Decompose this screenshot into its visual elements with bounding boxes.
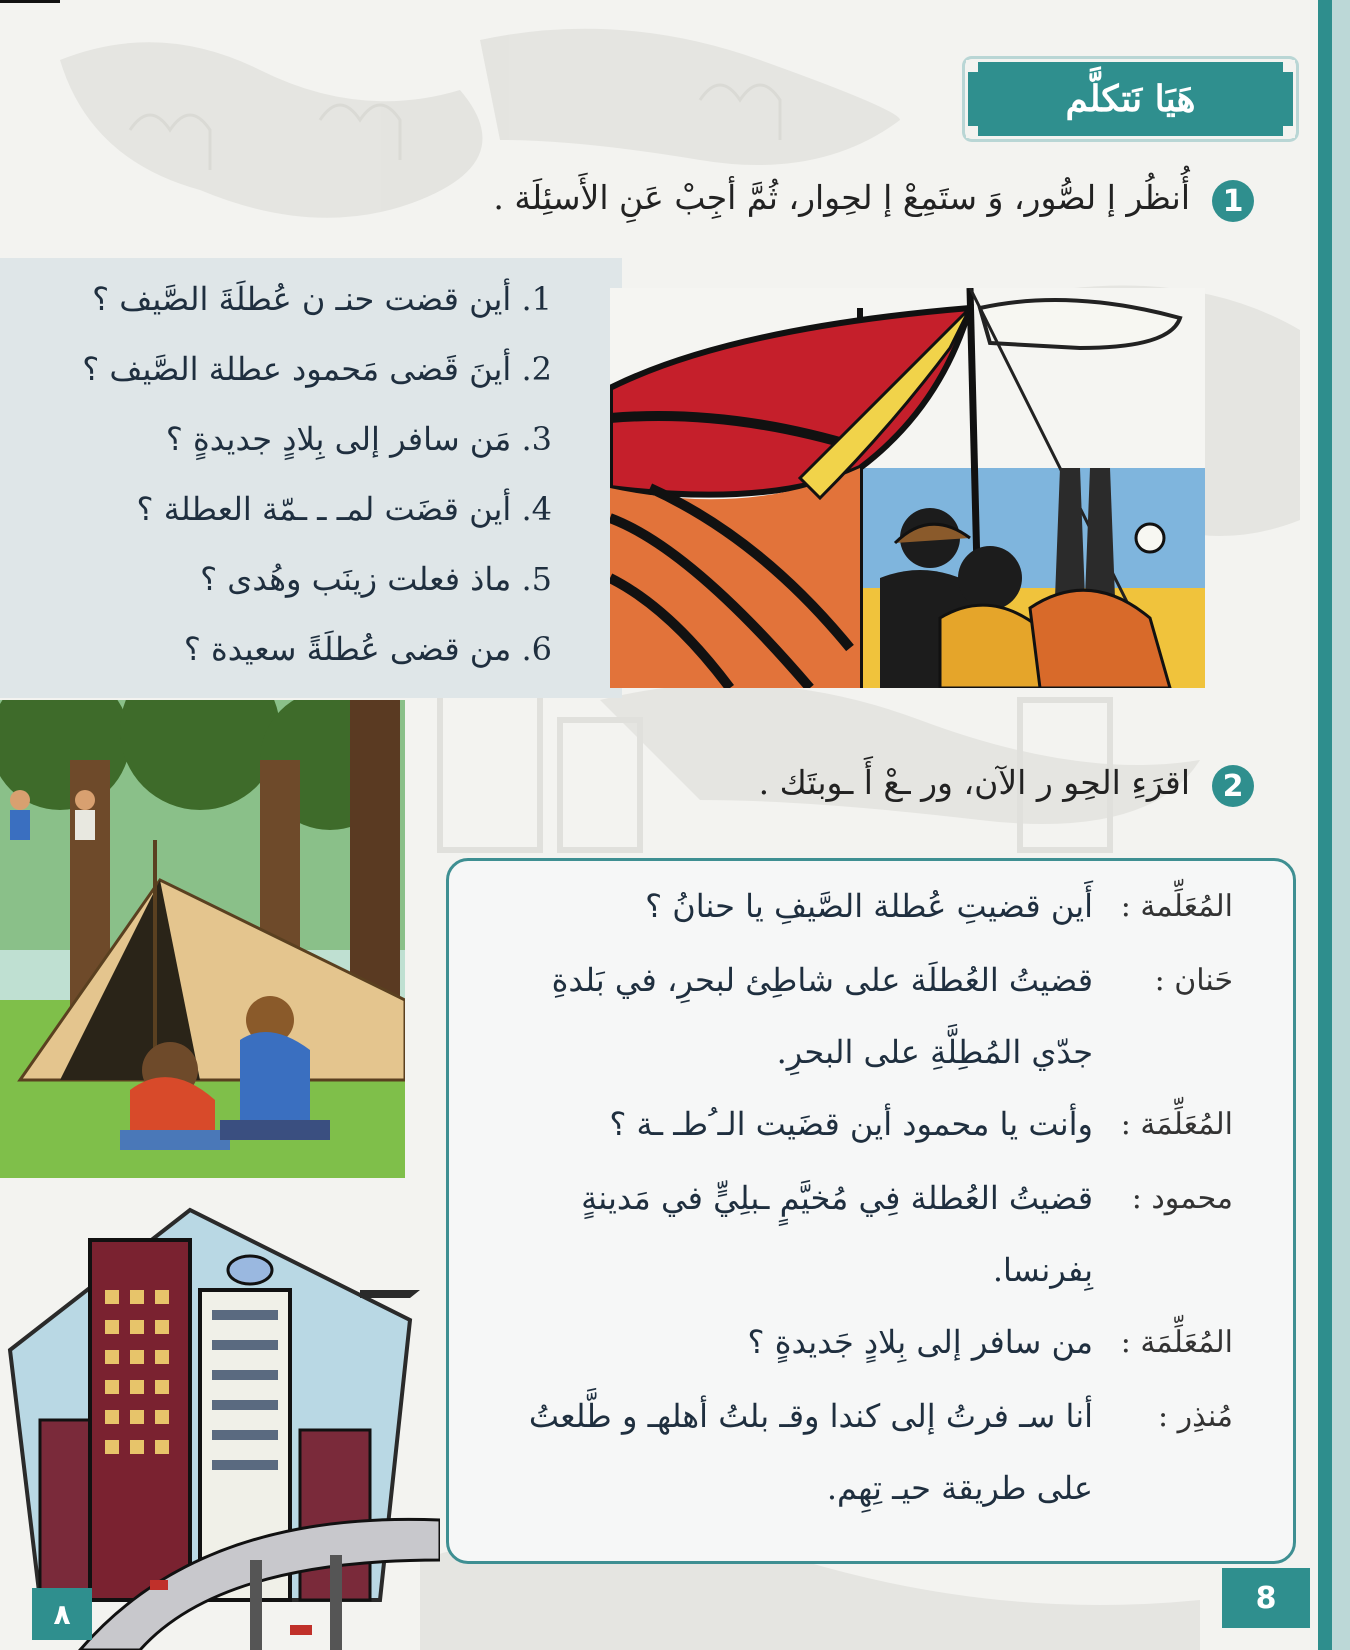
exercise-2-number: 2 (1212, 765, 1254, 807)
dialog-line: أَين قضيتِ عُطلة الصَّيفِ يا حنانُ ؟ (645, 887, 1093, 925)
speaker-hanan: حَنان : (1154, 963, 1233, 998)
dialog-line: قضيتُ العُطلَة على شاطِئ لبحرِ، في بَلدةِ (551, 961, 1093, 999)
section-title: هَيَا نَتكلَّم (1065, 78, 1196, 120)
speaker-teacher: المُعَلِّمة : (1120, 889, 1233, 924)
dialog-line: من سافر إلى بِلادٍ جَديدةٍ ؟ (747, 1323, 1093, 1361)
questions-box (0, 258, 622, 698)
exercise-1-instruction: أُنظُر إ لصُّور، وَ ستَمِعْ إ لحِوار، ثُمَّ أجِبْ عَنِ الأَسئِلَة . (493, 178, 1190, 217)
question-5: 5. ماذ فعلت زينَب وهُدى ؟ (200, 560, 552, 598)
section-title-badge (968, 62, 1293, 136)
dialog-line: وأنت يا محمود أين قضَيت الـ ُطـ ـة ؟ (609, 1105, 1093, 1143)
speaker-teacher: المُعَلِّمَة : (1120, 1325, 1233, 1360)
top-corner-mark (0, 0, 60, 3)
question-3: 3. مَن سافر إلى بِلادٍ جديدةٍ ؟ (165, 420, 552, 458)
dialog-line: قضيتُ العُطلة فِي مُخيَّمٍ ـبلِيٍّ في مَدينةٍ (581, 1179, 1093, 1217)
page-number-western: 8 (1222, 1568, 1310, 1628)
exercise-2-instruction: اقرَءِ الحِو ر الآن، ور ـعْ أَ ـوبتَك . (758, 763, 1190, 802)
question-4: 4. أين قضَت لمـ ـ ـمّة العطلة ؟ (136, 490, 552, 528)
page-edge-stripe (1318, 0, 1332, 1650)
dialog-line: بِفرنسا. (992, 1251, 1093, 1289)
speaker-teacher: المُعَلِّمَة : (1120, 1107, 1233, 1142)
dialog-line: جدّي المُطِلَّةِ على البحرِ. (776, 1033, 1093, 1071)
dialog-line: أنا سـ فرتُ إلى كندا وقـ بلتُ أهلهـ و طَّلعتُ (528, 1397, 1093, 1435)
city-illustration (0, 1180, 440, 1650)
dialog-box (446, 858, 1296, 1564)
page-number-arabic: ٨ (32, 1588, 92, 1640)
beach-boat-illustration (610, 288, 1205, 688)
dialog-line: على طريقة حيـ تِهِم. (826, 1469, 1093, 1507)
exercise-1-number: 1 (1212, 180, 1254, 222)
question-1: 1. أين قضت حنـ ن عُطلَةَ الصَّيف ؟ (92, 280, 552, 318)
speaker-munther: مُنذِر : (1158, 1399, 1233, 1434)
question-6: 6. من قضى عُطلَةً سعيدة ؟ (183, 630, 552, 668)
camping-tent-illustration (0, 700, 405, 1178)
speaker-mahmoud: محمود : (1131, 1181, 1233, 1216)
question-2: 2. أينَ قَضى مَحمود عطلة الصَّيف ؟ (82, 350, 552, 388)
